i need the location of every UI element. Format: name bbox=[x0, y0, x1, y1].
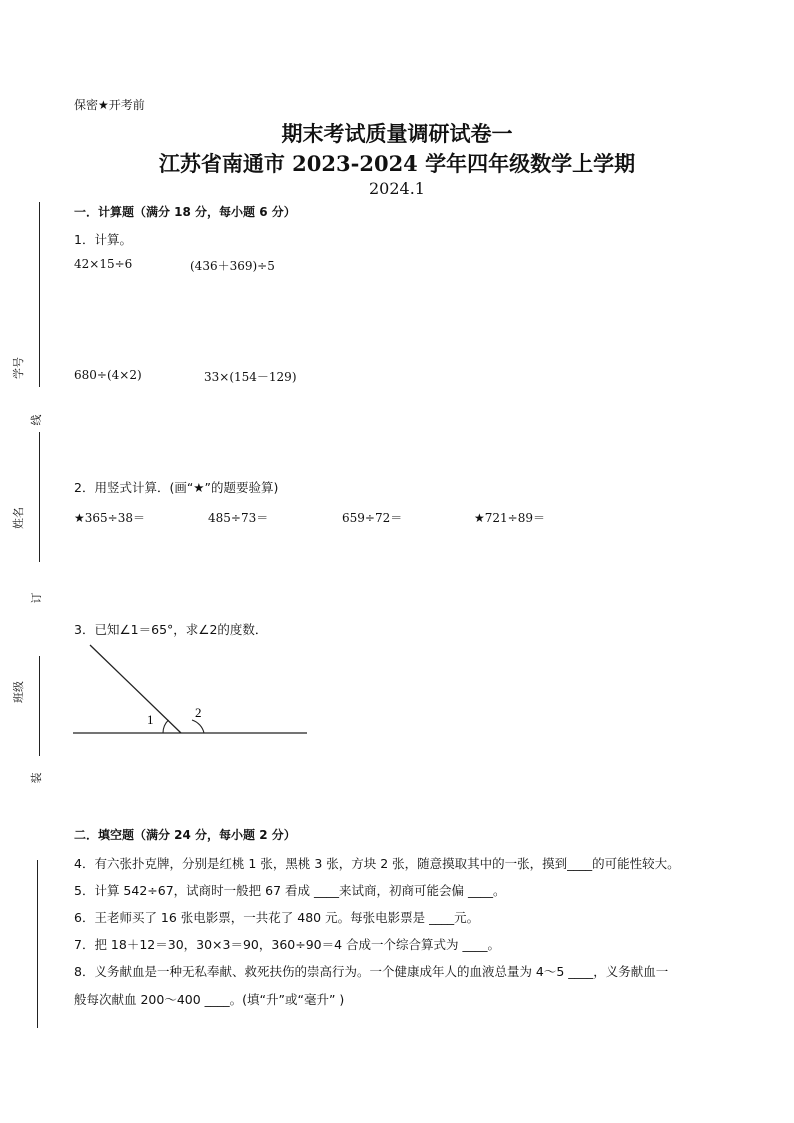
angle-2-arc bbox=[192, 720, 204, 733]
binding-mark-ding: 订 bbox=[30, 592, 43, 604]
binding-line-1 bbox=[39, 202, 40, 387]
q2-expr-1: ★365÷38＝ bbox=[74, 511, 145, 525]
q2-expr-3: 659÷72＝ bbox=[342, 511, 403, 525]
angle-1-arc bbox=[163, 720, 169, 733]
binding-line-2 bbox=[39, 432, 40, 562]
q2-expr-4: ★721÷89＝ bbox=[474, 511, 545, 525]
q8-text-line2: 般每次献血 200～400 ____。(填“升”或“毫升” ) bbox=[74, 992, 345, 1007]
angle-1-label: 1 bbox=[147, 712, 154, 727]
binding-mark-zhuang: 装 bbox=[30, 772, 43, 784]
q2-expr-2: 485÷73＝ bbox=[208, 511, 269, 525]
q5-text: 5．计算 542÷67，试商时一般把 67 看成 ____来试商，初商可能会偏 ____。 bbox=[74, 883, 506, 898]
q2-label: 2．用竖式计算．(画“★”的题要验算) bbox=[74, 480, 279, 495]
binding-line-3 bbox=[39, 656, 40, 756]
binding-line-4 bbox=[37, 860, 38, 1028]
name-label: 姓名 bbox=[12, 507, 25, 529]
q1-label: 1．计算。 bbox=[74, 232, 132, 247]
slanted-line bbox=[90, 645, 181, 733]
exam-date: 2024.1 bbox=[369, 179, 425, 198]
exam-subtitle: 江苏省南通市 2023-2024 学年四年级数学上学期 bbox=[158, 151, 636, 176]
q3-label: 3．已知∠1＝65°，求∠2的度数． bbox=[74, 622, 268, 637]
angle-figure bbox=[70, 642, 315, 742]
exam-title: 期末考试质量调研试卷一 bbox=[281, 121, 513, 146]
q4-text: 4．有六张扑克牌，分别是红桃 1 张，黑桃 3 张，方块 2 张，随意摸取其中的一张，摸到____的可能性较大。 bbox=[74, 856, 680, 871]
student-id-label: 学号 bbox=[12, 357, 25, 379]
q6-text: 6．王老师买了 16 张电影票，一共花了 480 元。每张电影票是 ____元。 bbox=[74, 910, 480, 925]
q1-expr-1: 42×15÷6 bbox=[74, 257, 133, 271]
q8-text-line1: 8．义务献血是一种无私奉献、救死扶伤的崇高行为。一个健康成年人的血液总量为 4～5 ____，义务献血一 bbox=[74, 964, 669, 979]
q1-expr-4: 33×(154－129) bbox=[204, 370, 297, 384]
class-label: 班级 bbox=[12, 681, 25, 703]
angle-2-label: 2 bbox=[195, 705, 202, 720]
section1-heading: 一．计算题（满分 18 分，每小题 6 分） bbox=[74, 205, 296, 219]
q7-text: 7．把 18＋12＝30，30×3＝90，360÷90＝4 合成一个综合算式为 ____。 bbox=[74, 937, 501, 952]
confidential-note: 保密★开考前 bbox=[74, 98, 145, 112]
binding-mark-xian: 线 bbox=[30, 414, 43, 426]
q1-expr-3: 680÷(4×2) bbox=[74, 368, 142, 382]
section2-heading: 二．填空题（满分 24 分，每小题 2 分） bbox=[74, 828, 296, 842]
q1-expr-2: (436＋369)÷5 bbox=[190, 259, 275, 273]
